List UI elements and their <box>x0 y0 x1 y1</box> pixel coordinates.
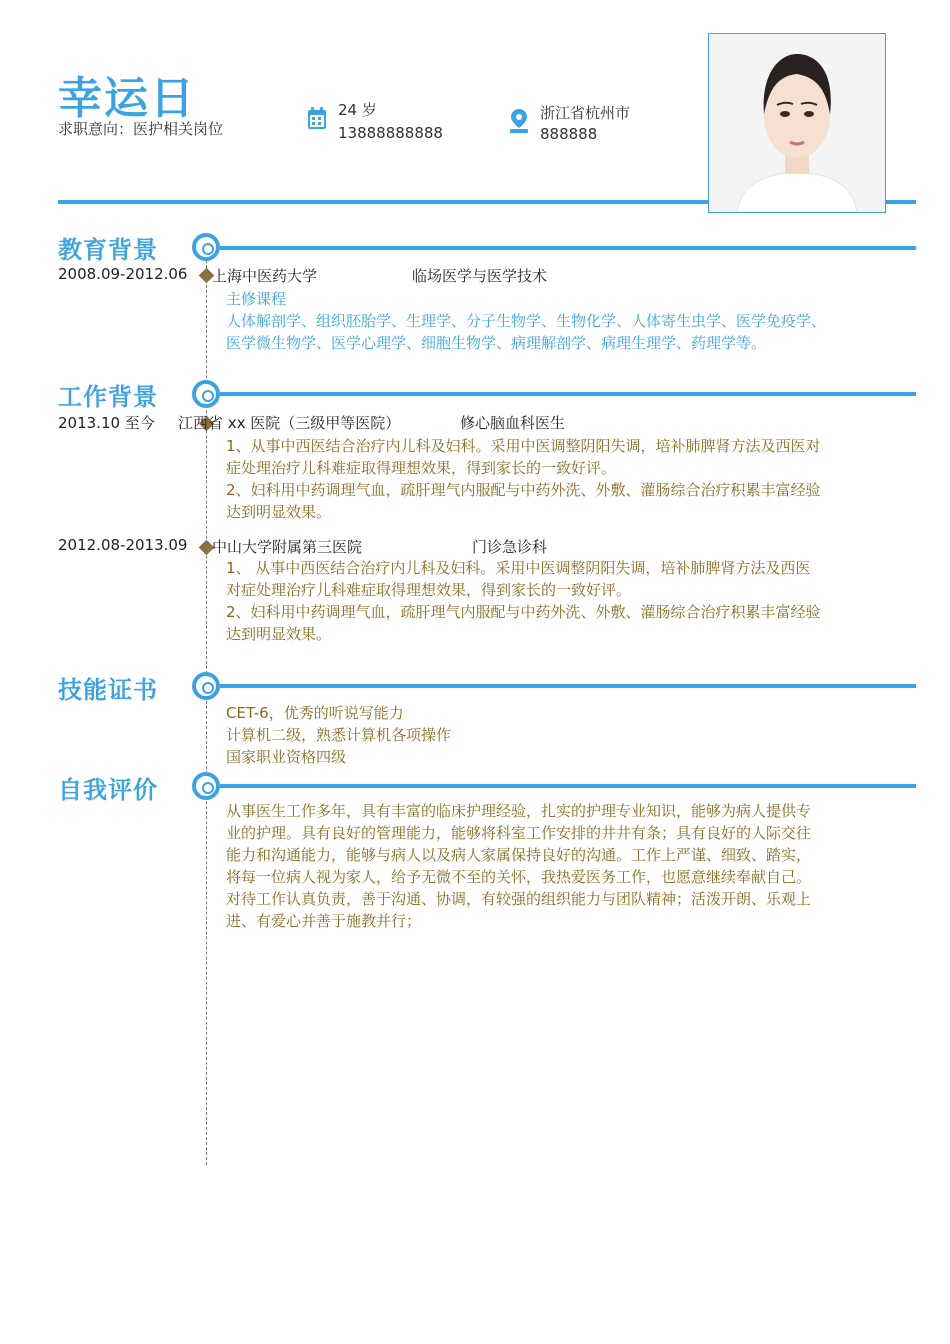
skill-item: 国家职业资格四级 <box>226 748 347 766</box>
section-title-education: 教育背景 <box>58 236 158 264</box>
job-detail-line: 对症处理治疗儿科难症取得理想效果，得到家长的一致好评。 <box>226 581 632 599</box>
location-pin-icon <box>509 108 529 134</box>
location: 浙江省杭州市 <box>540 104 631 122</box>
section-divider <box>220 246 916 250</box>
skill-item: 计算机二级，熟悉计算机各项操作 <box>226 726 452 744</box>
job-org: 中山大学附属第三医院 <box>212 538 363 556</box>
self-eval-line: 进、有爱心并善于施教并行； <box>226 912 422 930</box>
education-major: 临场医学与医学技术 <box>412 267 548 285</box>
courses-label: 主修课程 <box>226 290 287 308</box>
calendar-icon <box>307 106 327 132</box>
phone: 13888888888 <box>338 124 443 142</box>
self-eval-line: 对待工作认真负责，善于沟通、协调，有较强的组织能力与团队精神；活泼开朗、乐观上 <box>226 890 812 908</box>
header-divider <box>58 200 708 204</box>
job-detail-line: 1、 从事中西医结合治疗内儿科及妇科。采用中医调整阴阳失调，培补肺脾肾方法及西医 <box>226 559 811 577</box>
target-icon <box>192 672 220 700</box>
job-detail-line: 达到明显效果。 <box>226 625 332 643</box>
education-date: 2008.09-2012.06 <box>58 265 188 283</box>
job-date: 2012.08-2013.09 <box>58 536 188 554</box>
section-divider <box>220 784 916 788</box>
postal-code: 888888 <box>540 125 598 143</box>
job-detail-line: 症处理治疗儿科难症取得理想效果，得到家长的一致好评。 <box>226 459 617 477</box>
job-detail-line: 2、妇科用中药调理气血，疏肝理气内服配与中药外洗、外敷、灌肠综合治疗积累丰富经验 <box>226 603 821 621</box>
job-detail-line: 1、从事中西医结合治疗内儿科及妇科。采用中医调整阴阳失调，培补肺脾肾方法及西医对 <box>226 437 821 455</box>
section-divider <box>220 684 916 688</box>
self-eval-line: 能力和沟通能力，能够与病人以及病人家属保持良好的沟通。工作上严谨、细致、踏实， <box>226 846 812 864</box>
section-title-self: 自我评价 <box>58 776 158 804</box>
target-icon <box>192 380 220 408</box>
portrait-photo <box>708 33 886 213</box>
courses-line: 医学微生物学、医学心理学、细胞生物学、病理解剖学、病理生理学、药理学等。 <box>226 334 767 352</box>
candidate-name: 幸运日 <box>58 73 196 124</box>
section-title-work: 工作背景 <box>58 383 158 411</box>
job-org: 江西省 xx 医院（三级甲等医院） <box>178 414 401 432</box>
section-title-skills: 技能证书 <box>58 676 158 704</box>
job-date: 2013.10 至今 <box>58 414 155 432</box>
target-icon <box>192 233 220 261</box>
target-icon <box>192 772 220 800</box>
section-divider <box>220 392 916 396</box>
self-eval-line: 业的护理。具有良好的管理能力，能够将科室工作安排的井井有条；具有良好的人际交往 <box>226 824 812 842</box>
job-role: 修心脑血科医生 <box>460 414 566 432</box>
job-detail-line: 2、妇科用中药调理气血，疏肝理气内服配与中药外洗、外敷、灌肠综合治疗积累丰富经验 <box>226 481 821 499</box>
age: 24 岁 <box>338 101 377 119</box>
job-detail-line: 达到明显效果。 <box>226 503 332 521</box>
courses-line: 人体解剖学、组织胚胎学、生理学、分子生物学、生物化学、人体寄生虫学、医学免疫学、 <box>226 312 827 330</box>
skill-item: CET-6，优秀的听说写能力 <box>226 704 404 722</box>
job-intent: 求职意向：医护相关岗位 <box>58 120 224 138</box>
self-eval-line: 从事医生工作多年，具有丰富的临床护理经验，扎实的护理专业知识，能够为病人提供专 <box>226 802 812 820</box>
self-eval-line: 将每一位病人视为家人，给予无微不至的关怀，我热爱医务工作，也愿意继续奉献自己。 <box>226 868 812 886</box>
education-school: 上海中医药大学 <box>212 267 318 285</box>
job-role: 门诊急诊科 <box>472 538 548 556</box>
header-divider-right <box>886 200 916 204</box>
